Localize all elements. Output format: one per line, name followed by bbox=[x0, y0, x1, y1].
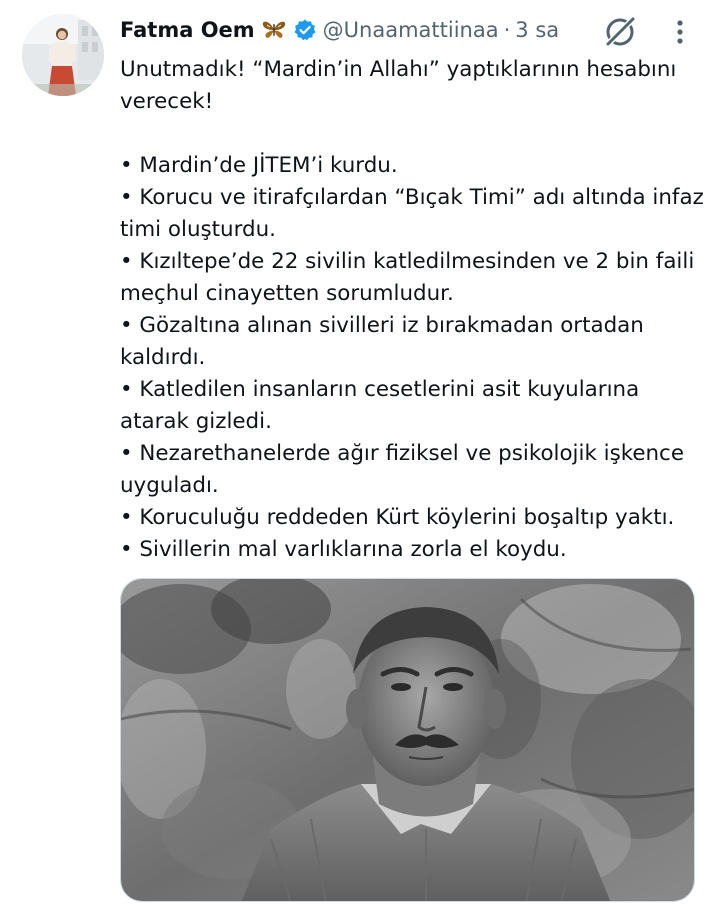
author-handle[interactable]: @Unaamattiinaa bbox=[322, 18, 499, 42]
paragraph-gap bbox=[120, 118, 710, 150]
bullet-item-6: • Nezarethanelerde ağır fiziksel ve psikolojik işkence uyguladı. bbox=[120, 441, 684, 498]
bullet-item-3: • Kızıltepe’de 22 sivilin katledilmesinden ve 2 bin faili meçhul cinayetten sorumludur. bbox=[120, 249, 695, 306]
more-vertical-icon[interactable] bbox=[670, 16, 690, 48]
bullet-item-2: • Korucu ve itirafçılardan “Bıçak Timi” adı altında infaz timi oluşturdu. bbox=[120, 185, 704, 242]
verified-badge-icon bbox=[293, 18, 317, 42]
tweet-intro-text: Unutmadık! “Mardin’in Allahı” yaptıklarının hesabını verecek! bbox=[120, 57, 677, 114]
bullet-item-1: • Mardin’de JİTEM’i kurdu. bbox=[120, 153, 398, 178]
avatar-image bbox=[22, 14, 104, 96]
bullet-item-5: • Katledilen insanların cesetlerini asit kuyularına atarak gizledi. bbox=[120, 377, 640, 434]
bullet-item-8: • Sivillerin mal varlıklarına zorla el koydu. bbox=[120, 537, 567, 562]
author-display-name[interactable]: Fatma Oem bbox=[120, 18, 255, 42]
tweet-body bbox=[120, 54, 710, 566]
butterfly-icon bbox=[261, 19, 287, 41]
author-avatar[interactable] bbox=[22, 14, 104, 96]
bullet-item-4: • Gözaltına alınan sivilleri iz bırakmadan ortadan kaldırdı. bbox=[120, 313, 644, 370]
bullet-item-7: • Koruculuğu reddeden Kürt köylerini boşaltıp yaktı. bbox=[120, 505, 675, 530]
portrait-photo bbox=[121, 579, 695, 902]
grok-icon[interactable] bbox=[602, 14, 638, 50]
tweet-header bbox=[120, 14, 559, 46]
tweet-photo[interactable] bbox=[120, 578, 695, 902]
header-separator: · bbox=[503, 18, 511, 42]
tweet-timestamp[interactable]: 3 sa bbox=[515, 18, 560, 42]
